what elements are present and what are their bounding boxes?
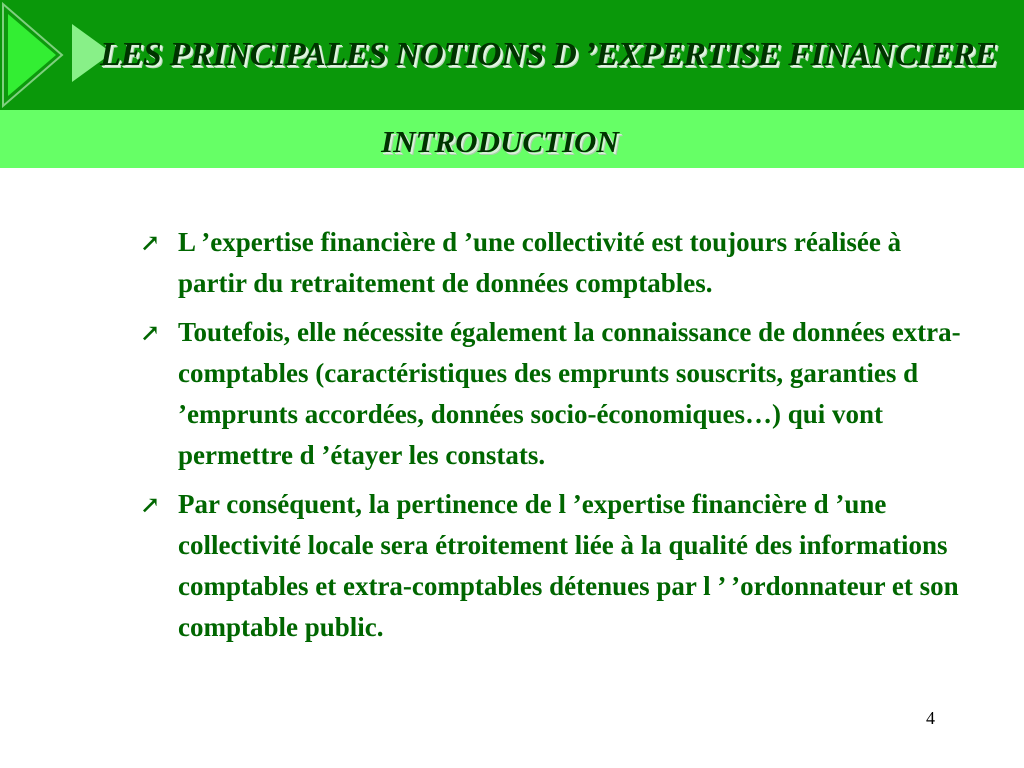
bullet-text: L ’expertise financière d ’une collectivité est toujours réalisée à partir du retraitement de données comptables. (178, 227, 902, 298)
bullet-text: Toutefois, elle nécessite également la connaissance de données extra-comptables (caractéristiques des emprunts souscrits, garanties d ’emprunts accordées, données socio-économiques…) qui vont permettre d ’étayer les constats. (178, 317, 961, 470)
arrow-up-right-icon: ↗ (140, 493, 161, 519)
bullet-text: Par conséquent, la pertinence de l ’expertise financière d ’une collectivité locale sera étroitement liée à la qualité des informations comptables et extra-comptables détenues par l ’ ’ordonnateur et son comptable public. (178, 489, 959, 642)
page-number: 4 (926, 708, 935, 728)
bullet-item (140, 312, 970, 476)
slide-title: LES PRINCIPALES NOTIONS D ’EXPERTISE FINANCIERE (100, 36, 997, 73)
section-subtitle: INTRODUCTION (381, 124, 619, 159)
bullet-list (140, 222, 970, 656)
bullet-item (140, 222, 970, 304)
arrow-up-right-icon: ↗ (140, 321, 161, 347)
arrow-bright-icon (8, 14, 56, 96)
arrow-up-right-icon: ↗ (140, 231, 161, 257)
bullet-item (140, 484, 970, 648)
